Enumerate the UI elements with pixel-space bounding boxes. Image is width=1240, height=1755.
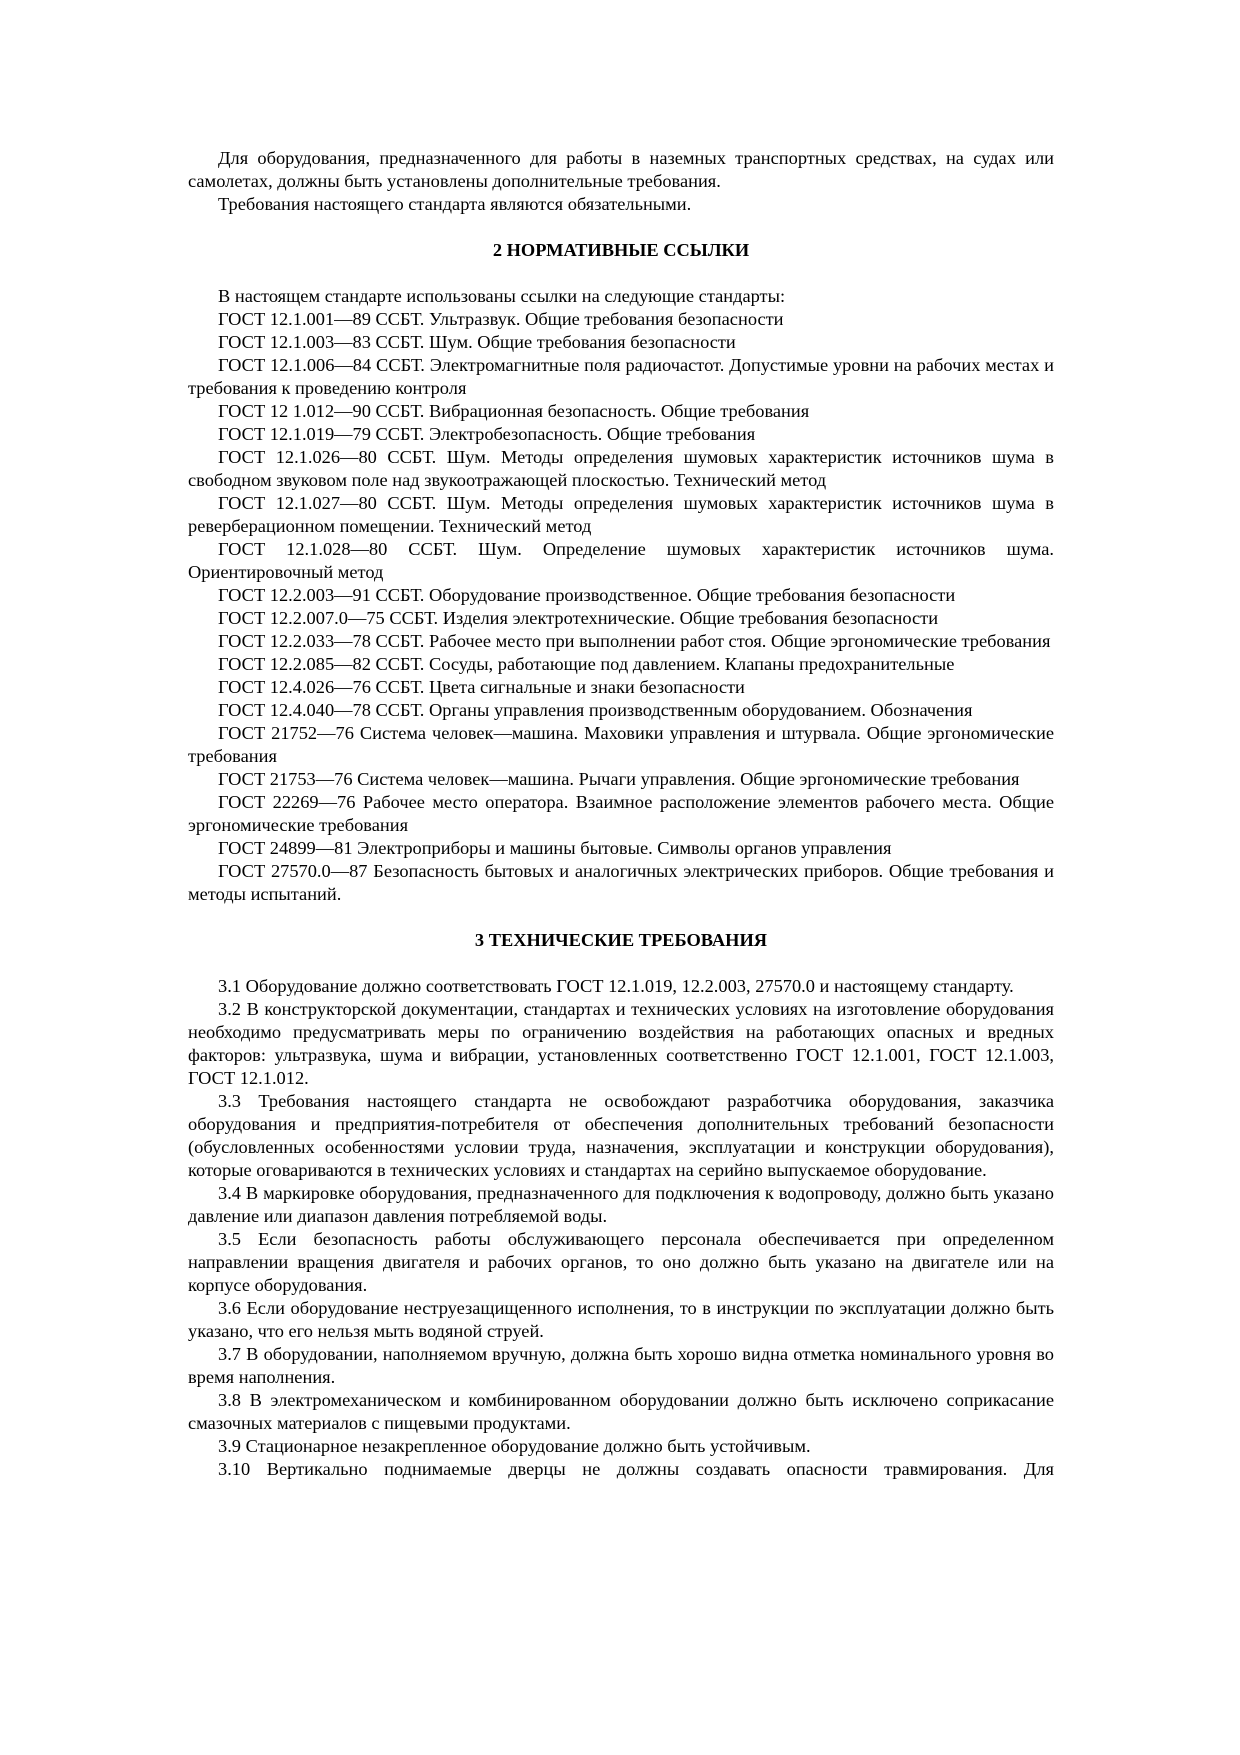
document-page: [188, 147, 1054, 1481]
reference-paragraph: ГОСТ 12.2.007.0—75 ССБТ. Изделия электротехнические. Общие требования безопасности: [218, 608, 939, 628]
reference-paragraph: ГОСТ 12.2.033—78 ССБТ. Рабочее место при выполнении работ стоя. Общие эргономические требования: [218, 631, 1051, 651]
section-2-heading: 2 НОРМАТИВНЫЕ ССЫЛКИ: [492, 240, 750, 260]
requirement-paragraph: 3.5 Если безопасность работы обслуживающего персонала обеспечивается при определенном направлении вращения двигателя и рабочих органов, то оно должно быть указано на двигателе или на корпусе оборудования.: [188, 1229, 1054, 1295]
reference-paragraph: ГОСТ 12.1.026—80 ССБТ. Шум. Методы определения шумовых характеристик источников шума в свободном звуковом поле над звукоотражающей плоскостью. Технический метод: [188, 447, 1054, 490]
reference-paragraph: ГОСТ 12.1.006—84 ССБТ. Электромагнитные поля радиочастот. Допустимые уровни на рабочих местах и требования к проведению контроля: [188, 355, 1054, 398]
requirement-paragraph: 3.9 Стационарное незакрепленное оборудование должно быть устойчивым.: [218, 1436, 811, 1456]
reference-paragraph: ГОСТ 12.1.027—80 ССБТ. Шум. Методы определения шумовых характеристик источников шума в реверберационном помещении. Технический метод: [188, 493, 1054, 536]
requirement-paragraph: 3.6 Если оборудование неструезащищенного исполнения, то в инструкции по эксплуатации должно быть указано, что его нельзя мыть водяной струей.: [188, 1298, 1054, 1341]
requirement-paragraph: 3.2 В конструкторской документации, стандартах и технических условиях на изготовление оборудования необходимо предусматривать меры по ограничению воздействия на работающих опасных и вредных факторов: ультразвука, шума и вибрации, установленных соответственно ГОСТ 12.1.001, ГОСТ 12.1.003, ГОСТ 12.1.012.: [188, 999, 1054, 1088]
reference-paragraph: ГОСТ 12.1.028—80 ССБТ. Шум. Определение шумовых характеристик источников шума. Ориентировочный метод: [188, 539, 1054, 582]
reference-paragraph: ГОСТ 12.1.001—89 ССБТ. Ультразвук. Общие требования безопасности: [218, 309, 784, 329]
requirement-paragraph: 3.4 В маркировке оборудования, предназначенного для подключения к водопроводу, должно быть указано давление или диапазон давления потребляемой воды.: [188, 1183, 1054, 1226]
requirement-paragraph: 3.10 Вертикально поднимаемые дверцы не должны создавать опасности травмирования. Для: [218, 1459, 1054, 1479]
reference-paragraph: ГОСТ 21752—76 Система человек—машина. Маховики управления и штурвала. Общие эргономические требования: [188, 723, 1054, 766]
requirement-paragraph: 3.7 В оборудовании, наполняемом вручную, должна быть хорошо видна отметка номинального уровня во время наполнения.: [188, 1344, 1054, 1387]
reference-paragraph: ГОСТ 12.1.019—79 ССБТ. Электробезопасность. Общие требования: [218, 424, 756, 444]
requirement-paragraph: 3.1 Оборудование должно соответствовать ГОСТ 12.1.019, 12.2.003, 27570.0 и настоящему стандарту.: [218, 976, 1014, 996]
intro-paragraph: Требования настоящего стандарта являются обязательными.: [218, 194, 692, 214]
section-3-heading: 3 ТЕХНИЧЕСКИЕ ТРЕБОВАНИЯ: [474, 930, 768, 950]
reference-paragraph: ГОСТ 12 1.012—90 ССБТ. Вибрационная безопасность. Общие требования: [218, 401, 810, 421]
reference-paragraph: ГОСТ 12.1.003—83 ССБТ. Шум. Общие требования безопасности: [218, 332, 736, 352]
reference-paragraph: ГОСТ 12.2.085—82 ССБТ. Сосуды, работающие под давлением. Клапаны предохранительные: [218, 654, 955, 674]
reference-paragraph: ГОСТ 24899—81 Электроприборы и машины бытовые. Символы органов управления: [218, 838, 892, 858]
requirement-paragraph: 3.8 В электромеханическом и комбинированном оборудовании должно быть исключено соприкасание смазочных материалов с пищевыми продуктами.: [188, 1390, 1054, 1433]
reference-paragraph: ГОСТ 27570.0—87 Безопасность бытовых и аналогичных электрических приборов. Общие требования и методы испытаний.: [188, 861, 1054, 904]
intro-paragraph: Для оборудования, предназначенного для работы в наземных транспортных средствах, на судах или самолетах, должны быть установлены дополнительные требования.: [188, 148, 1054, 191]
reference-paragraph: ГОСТ 22269—76 Рабочее место оператора. Взаимное расположение элементов рабочего места. Общие эргономические требования: [188, 792, 1054, 835]
reference-paragraph: В настоящем стандарте использованы ссылки на следующие стандарты:: [218, 286, 786, 306]
reference-paragraph: ГОСТ 12.4.040—78 ССБТ. Органы управления производственным оборудованием. Обозначения: [218, 700, 973, 720]
reference-paragraph: ГОСТ 21753—76 Система человек—машина. Рычаги управления. Общие эргономические требования: [218, 769, 1020, 789]
reference-paragraph: ГОСТ 12.2.003—91 ССБТ. Оборудование производственное. Общие требования безопасности: [218, 585, 956, 605]
reference-paragraph: ГОСТ 12.4.026—76 ССБТ. Цвета сигнальные и знаки безопасности: [218, 677, 745, 697]
requirement-paragraph: 3.3 Требования настоящего стандарта не освобождают разработчика оборудования, заказчика оборудования и предприятия-потребителя от обеспечения дополнительных требований безопасности (обусловленных особенностями условии труда, назначения, эксплуатации и конструкции оборудования), которые оговариваются в технических условиях и стандартах на серийно выпускаемое оборудование.: [188, 1091, 1054, 1180]
